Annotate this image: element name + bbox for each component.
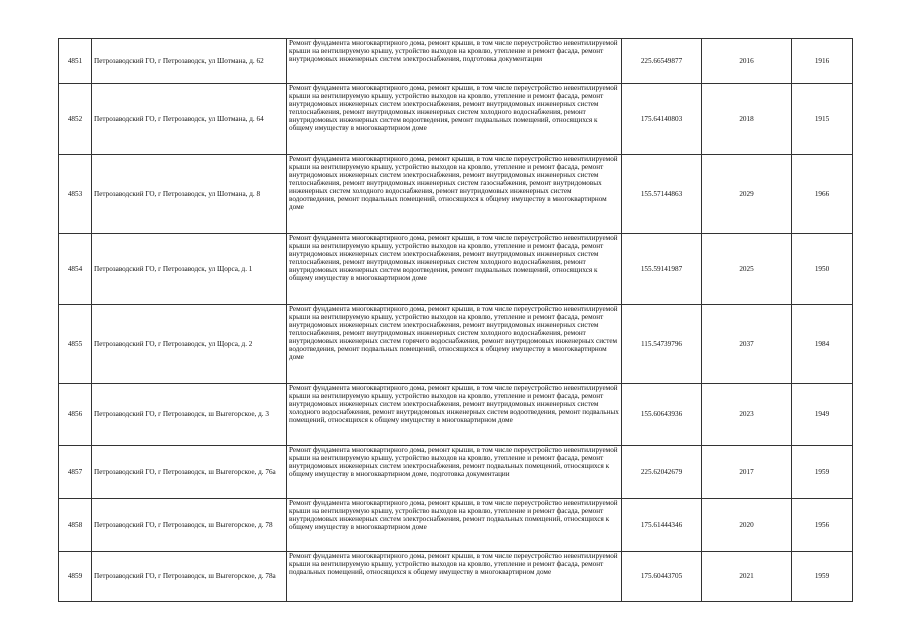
address-cell: Петрозаводский ГО, г Петрозаводск, ул Шотмана, д. 8 <box>92 155 287 234</box>
row-number: 4859 <box>59 552 92 602</box>
build-year-cell: 1984 <box>792 305 853 384</box>
build-year-cell: 1959 <box>792 552 853 602</box>
planned-year-cell: 2021 <box>702 552 792 602</box>
work-list-cell: Ремонт фундамента многоквартирного дома, ремонт крыши, в том числе переустройство невентилируемой крыши на вентилируемую крышу, устройство выходов на кровлю, утепление и ремонт фасада, ремонт внутридомовых инженерных систем электроснабжения, ремонт подвальных помещений, относящихся к общему имуществу в многоквартирном доме, подготовка документации <box>287 446 622 499</box>
cost-cell: 155.59141987 <box>622 234 702 305</box>
address-cell: Петрозаводский ГО, г Петрозаводск, ш Выгегорское, д. 76а <box>92 446 287 499</box>
repair-schedule-table <box>58 38 853 602</box>
work-list-cell: Ремонт фундамента многоквартирного дома, ремонт крыши, в том числе переустройство невентилируемой крыши на вентилируемую крышу, устройство выходов на кровлю, утепление и ремонт фасада, ремонт внутридомовых инженерных систем электроснабжения, ремонт внутридомовых инженерных систем теплоснабжения, ремонт внутридомовых инженерных систем холодного водоснабжения, ремонт внутридомовых инженерных систем водоотведения, ремонт подвальных помещений, относящихся к общему имуществу в многоквартирном доме <box>287 84 622 155</box>
build-year-cell: 1950 <box>792 234 853 305</box>
address-cell: Петрозаводский ГО, г Петрозаводск, ш Выгегорское, д. 3 <box>92 384 287 446</box>
planned-year-cell: 2025 <box>702 234 792 305</box>
table-row <box>59 552 853 602</box>
planned-year-cell: 2037 <box>702 305 792 384</box>
build-year-cell: 1959 <box>792 446 853 499</box>
table-row <box>59 384 853 446</box>
planned-year-cell: 2018 <box>702 84 792 155</box>
table-row <box>59 155 853 234</box>
table-row <box>59 39 853 84</box>
row-number: 4856 <box>59 384 92 446</box>
work-list-cell: Ремонт фундамента многоквартирного дома, ремонт крыши, в том числе переустройство невентилируемой крыши на вентилируемую крышу, устройство выходов на кровлю, утепление и ремонт фасада, ремонт внутридомовых инженерных систем электроснабжения, ремонт внутридомовых инженерных систем теплоснабжения, ремонт внутридомовых инженерных систем газоснабжения, ремонт внутридомовых инженерных систем холодного водоснабжения, ремонт внутридомовых инженерных систем водоотведения, ремонт подвальных помещений, относящихся к общему имуществу в многоквартирном доме <box>287 155 622 234</box>
build-year-cell: 1949 <box>792 384 853 446</box>
build-year-cell: 1915 <box>792 84 853 155</box>
row-number: 4853 <box>59 155 92 234</box>
cost-cell: 155.57144863 <box>622 155 702 234</box>
table-row <box>59 84 853 155</box>
table-row <box>59 446 853 499</box>
planned-year-cell: 2020 <box>702 499 792 552</box>
build-year-cell: 1966 <box>792 155 853 234</box>
cost-cell: 175.64140803 <box>622 84 702 155</box>
row-number: 4855 <box>59 305 92 384</box>
cost-cell: 115.54739796 <box>622 305 702 384</box>
work-list-cell: Ремонт фундамента многоквартирного дома, ремонт крыши, в том числе переустройство невентилируемой крыши на вентилируемую крышу, устройство выходов на кровлю, утепление и ремонт фасада, ремонт подвальных помещений, относящихся к общему имуществу в многоквартирном доме <box>287 552 622 602</box>
address-cell: Петрозаводский ГО, г Петрозаводск, ш Выгегорское, д. 78 <box>92 499 287 552</box>
planned-year-cell: 2029 <box>702 155 792 234</box>
work-list-cell: Ремонт фундамента многоквартирного дома, ремонт крыши, в том числе переустройство невентилируемой крыши на вентилируемую крышу, устройство выходов на кровлю, утепление и ремонт фасада, ремонт внутридомовых инженерных систем электроснабжения, ремонт внутридомовых инженерных систем холодного водоснабжения, ремонт внутридомовых инженерных систем водоотведения, ремонт подвальных помещений, относящихся к общему имуществу в многоквартирном доме <box>287 384 622 446</box>
build-year-cell: 1956 <box>792 499 853 552</box>
address-cell: Петрозаводский ГО, г Петрозаводск, ул Шотмана, д. 62 <box>92 39 287 84</box>
cost-cell: 175.60443705 <box>622 552 702 602</box>
row-number: 4858 <box>59 499 92 552</box>
cost-cell: 225.66549877 <box>622 39 702 84</box>
planned-year-cell: 2016 <box>702 39 792 84</box>
row-number: 4852 <box>59 84 92 155</box>
work-list-cell: Ремонт фундамента многоквартирного дома, ремонт крыши, в том числе переустройство невентилируемой крыши на вентилируемую крышу, устройство выходов на кровлю, утепление и ремонт фасада, ремонт внутридомовых инженерных систем электроснабжения, ремонт внутридомовых инженерных систем теплоснабжения, ремонт внутридомовых инженерных систем холодного водоснабжения, ремонт внутридомовых инженерных систем водоотведения, ремонт подвальных помещений, относящихся к общему имуществу в многоквартирном доме <box>287 234 622 305</box>
work-list-cell: Ремонт фундамента многоквартирного дома, ремонт крыши, в том числе переустройство невентилируемой крыши на вентилируемую крышу, устройство выходов на кровлю, утепление и ремонт фасада, ремонт внутридомовых инженерных систем электроснабжения, подготовка документации <box>287 39 622 84</box>
work-list-cell: Ремонт фундамента многоквартирного дома, ремонт крыши, в том числе переустройство невентилируемой крыши на вентилируемую крышу, устройство выходов на кровлю, утепление и ремонт фасада, ремонт внутридомовых инженерных систем электроснабжения, ремонт подвальных помещений, относящихся к общему имуществу в многоквартирном доме <box>287 499 622 552</box>
table-row <box>59 499 853 552</box>
row-number: 4857 <box>59 446 92 499</box>
build-year-cell: 1916 <box>792 39 853 84</box>
row-number: 4854 <box>59 234 92 305</box>
address-cell: Петрозаводский ГО, г Петрозаводск, ул Шотмана, д. 64 <box>92 84 287 155</box>
planned-year-cell: 2023 <box>702 384 792 446</box>
row-number: 4851 <box>59 39 92 84</box>
table-row <box>59 305 853 384</box>
table-row <box>59 234 853 305</box>
address-cell: Петрозаводский ГО, г Петрозаводск, ш Выгегорское, д. 78а <box>92 552 287 602</box>
work-list-cell: Ремонт фундамента многоквартирного дома, ремонт крыши, в том числе переустройство невентилируемой крыши на вентилируемую крышу, устройство выходов на кровлю, утепление и ремонт фасада, ремонт внутридомовых инженерных систем электроснабжения, ремонт внутридомовых инженерных систем теплоснабжения, ремонт внутридомовых инженерных систем холодного водоснабжения, ремонт внутридомовых инженерных систем горячего водоснабжения, ремонт внутридомовых инженерных систем водоотведения, ремонт подвальных помещений, относящихся к общему имуществу в многоквартирном доме <box>287 305 622 384</box>
cost-cell: 175.61444346 <box>622 499 702 552</box>
address-cell: Петрозаводский ГО, г Петрозаводск, ул Щорса, д. 2 <box>92 305 287 384</box>
cost-cell: 225.62042679 <box>622 446 702 499</box>
cost-cell: 155.60643936 <box>622 384 702 446</box>
table-body <box>59 39 853 602</box>
planned-year-cell: 2017 <box>702 446 792 499</box>
address-cell: Петрозаводский ГО, г Петрозаводск, ул Щорса, д. 1 <box>92 234 287 305</box>
